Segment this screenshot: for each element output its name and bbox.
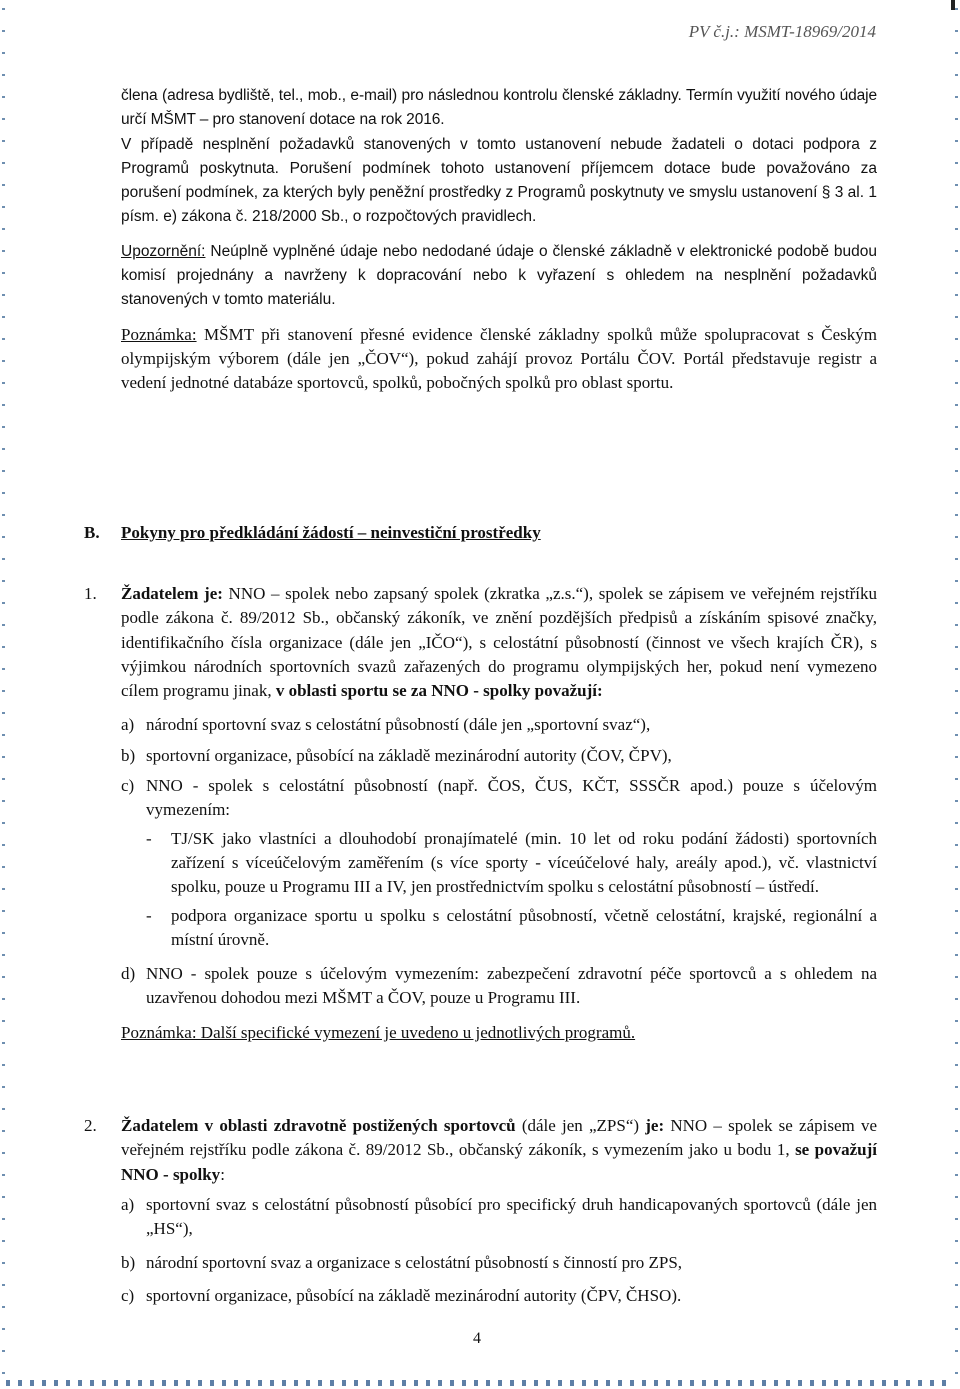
- item-1: [84, 582, 884, 1045]
- section-letter: B.: [84, 523, 100, 542]
- paragraph: [121, 133, 877, 230]
- item-bold-tail: se považují NNO - spolky: [121, 1140, 877, 1184]
- list-marker: -: [146, 828, 152, 848]
- list-marker: a): [121, 715, 135, 735]
- page-border-left: [2, 8, 10, 1383]
- text-span: Neúplně vyplněné údaje nebo nedodané údaje o členské základně v elektronické podobě budou komisí projednány a navrženy k dopracování nebo k vyřazení s ohledem na nesplnění požadavků stanovených v tomto materiálu.: [121, 242, 877, 309]
- document-reference: PV č.j.: MSMT-18969/2014: [688, 22, 876, 41]
- warning-paragraph: [121, 240, 877, 313]
- warning-label: Upozornění:: [121, 242, 206, 260]
- corner-mark: [951, 0, 955, 10]
- list-item: [121, 962, 877, 1011]
- item-bold-tail: v oblasti sportu se za NNO - spolky považují:: [275, 681, 603, 701]
- text-span: NNO – spolek nebo zapsaný spolek (zkratka „z.s.“), spolek se zápisem ve veřejném rejstříku podle zákona č. 89/2012 Sb., občanský zákoník, ve znění pozdějších předpisů a získáním spisové značky, identifikačního čísla organizace (dále jen „IČO“), s celostátní působností (činnost ve všech krajích ČR), s výjimkou národních sportovních svazů zařazených do programu olympijských her, pokud není vymezeno cílem programu jinak,: [121, 584, 877, 701]
- item-note: Poznámka: Další specifické vymezení je uvedeno u jednotlivých programů.: [121, 1022, 636, 1042]
- item-list: [121, 1193, 877, 1308]
- item-lead: Žadatelem je:: [121, 584, 223, 603]
- list-item: [121, 744, 877, 768]
- list-item: [121, 774, 877, 823]
- list-marker: b): [121, 745, 136, 765]
- item-lead: Žadatelem v oblasti zdravotně postižených sportovců: [121, 1116, 516, 1135]
- item-list: [121, 713, 877, 1045]
- list-text: NNO - spolek s celostátní působností (např. ČOS, ČUS, KČT, SSSČR apod.) pouze s účelovým vymezením:: [146, 776, 877, 820]
- text-span: NNO – spolek se zápisem ve veřejném rejstříku podle zákona č. 89/2012 Sb., občanský zákoník, s vymezením jako u bodu 1,: [121, 1116, 878, 1160]
- list-text: NNO - spolek pouze s účelovým vymezením: zabezpečení zdravotní péče sportovců a s ohledem na uzavřenou dohodou mezi MŠMT a ČOV, pouze u Programu III.: [146, 964, 877, 1008]
- list-item: [121, 1251, 877, 1275]
- list-text: sportovní organizace, působící na základě mezinárodní autority (ČPV, ČHSO).: [146, 1285, 682, 1305]
- text-span: :: [220, 1164, 225, 1184]
- list-text: sportovní organizace, působící na základě mezinárodní autority (ČOV, ČPV),: [146, 745, 672, 765]
- section-heading: [84, 523, 541, 543]
- page-number: 4: [473, 1330, 481, 1347]
- section-title: Pokyny pro předkládání žádostí – neinvestiční prostředky: [121, 523, 541, 542]
- list-text: podpora organizace sportu u spolku s celostátní působností, včetně celostátní, krajské, regionální a místní úrovně.: [171, 905, 877, 949]
- item-2: [84, 1114, 884, 1308]
- item-body: [121, 1114, 877, 1187]
- paragraph: člena (adresa bydliště, tel., mob., e-mail) pro následnou kontrolu členské základny. Termín využití nového údaje určí MŠMT – pro stanovení dotace na rok 2016.: [121, 87, 877, 129]
- item-body: [121, 582, 877, 703]
- item-number: 1.: [84, 584, 97, 603]
- list-marker: c): [121, 776, 135, 796]
- list-text: národní sportovní svaz s celostátní působností (dále jen „sportovní svaz“),: [146, 715, 651, 735]
- item-number: 2.: [84, 1116, 97, 1135]
- page-border-bottom: [6, 1380, 954, 1386]
- list-marker: a): [121, 1194, 135, 1214]
- list-text: národní sportovní svaz a organizace s celostátní působností s činností pro ZPS,: [146, 1253, 683, 1273]
- text-span: MŠMT při stanovení přesné evidence členské základny spolků může spolupracovat s Českým olympijským výborem (dále jen „ČOV“), pokud zahájí provoz Portálu ČOV. Portál představuje registr a vedení jednotné databáze sportovců, spolků, pobočných spolků pro oblast sportu.: [121, 324, 877, 393]
- note-label: Poznámka:: [121, 324, 197, 344]
- list-marker: b): [121, 1253, 136, 1273]
- page-border-right: [950, 8, 958, 1383]
- list-marker: -: [146, 905, 152, 925]
- sub-list-item: [121, 827, 877, 900]
- text-span: Porušení podmínek tohoto ustanovení příjemcem dotace bude považováno za porušení podmínek, za kterých byly peněžní prostředky z Programů poskytnuty ve smyslu ustanovení § 3 al. 1 písm. e) zákona č. 218/2000 Sb., o rozpočtových pravidlech.: [121, 159, 878, 226]
- intro-text: [121, 84, 877, 396]
- note-paragraph: [121, 323, 877, 396]
- item-lead: je:: [645, 1116, 665, 1135]
- text-span: V případě nesplnění požadavků stanovených v tomto ustanovení nebude žadateli o dotaci podpora z Programů poskytnuta.: [121, 135, 877, 177]
- list-item: [121, 1284, 877, 1308]
- list-item: [121, 1193, 877, 1242]
- list-item: [121, 713, 877, 737]
- text-span: (dále jen „ZPS“): [515, 1116, 646, 1135]
- list-marker: d): [121, 964, 136, 984]
- list-marker: c): [121, 1285, 135, 1305]
- list-text: TJ/SK jako vlastníci a dlouhodobí pronajímatelé (min. 10 let od roku podání žádosti) sportovních zařízení s víceúčelovým zaměřením (s více sporty - víceúčelové haly, areály apod.), vč. vlastnictví spolku, pouze u Programu III a IV, jen prostřednictvím spolku s celostátní působností – ústředí.: [171, 828, 877, 897]
- sub-list-item: [121, 904, 877, 953]
- list-text: sportovní svaz s celostátní působností působící pro specifický druh handicapovaných sportovců (dále jen „HS“),: [146, 1194, 877, 1239]
